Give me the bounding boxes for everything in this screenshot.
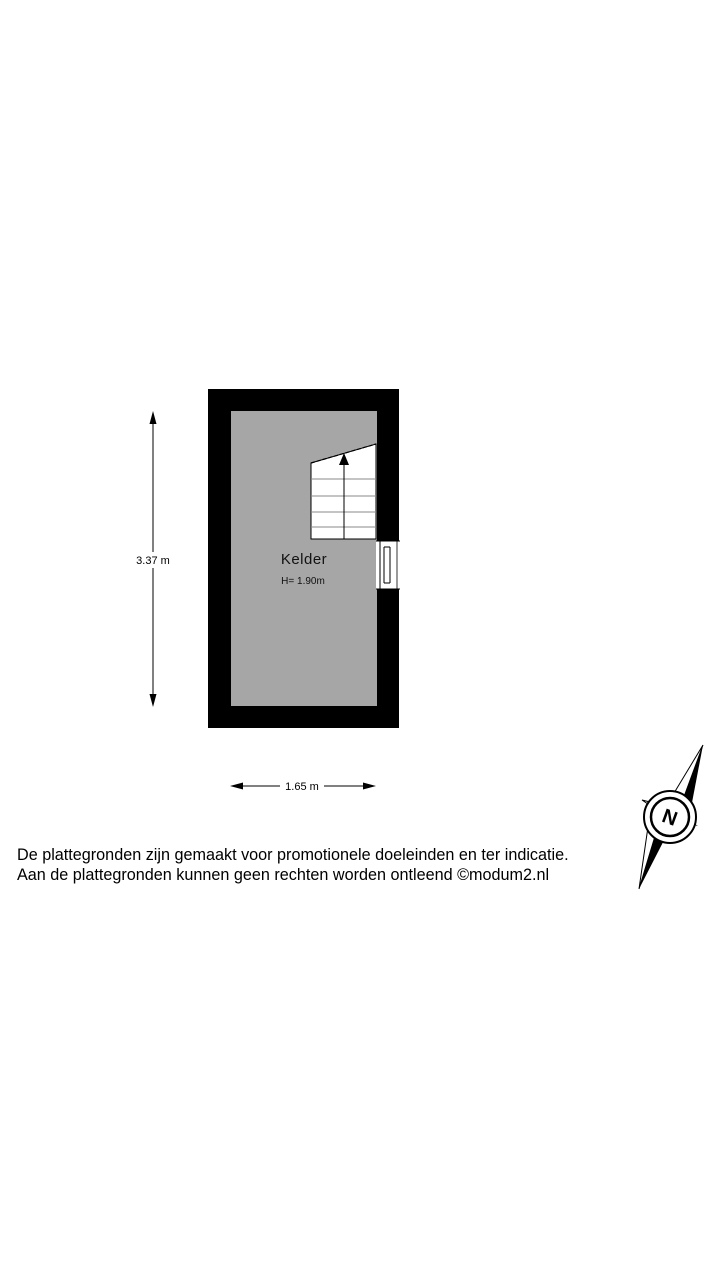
disclaimer [17,845,707,885]
horizontal-dimension-label: 1.65 m [285,781,319,793]
dimension-arrow-right [363,783,376,790]
dimension-arrow-down [150,694,157,707]
horizontal-dimension [230,781,376,793]
vertical-dimension [136,411,170,707]
room-height: H= 1.90m [281,576,325,587]
disclaimer-line-1: De plattegronden zijn gemaakt voor promotionele doeleinden en ter indicatie. [17,846,569,864]
compass-letter: N [659,805,681,831]
room-name: Kelder [280,551,328,568]
dimension-arrow-up [150,411,157,424]
dimension-arrow-left [230,783,243,790]
window [376,541,400,589]
vertical-dimension-label: 3.37 m [136,555,170,567]
disclaimer-line-2: Aan de plattegronden kunnen geen rechten worden ontleend ©modum2.nl [17,866,550,884]
